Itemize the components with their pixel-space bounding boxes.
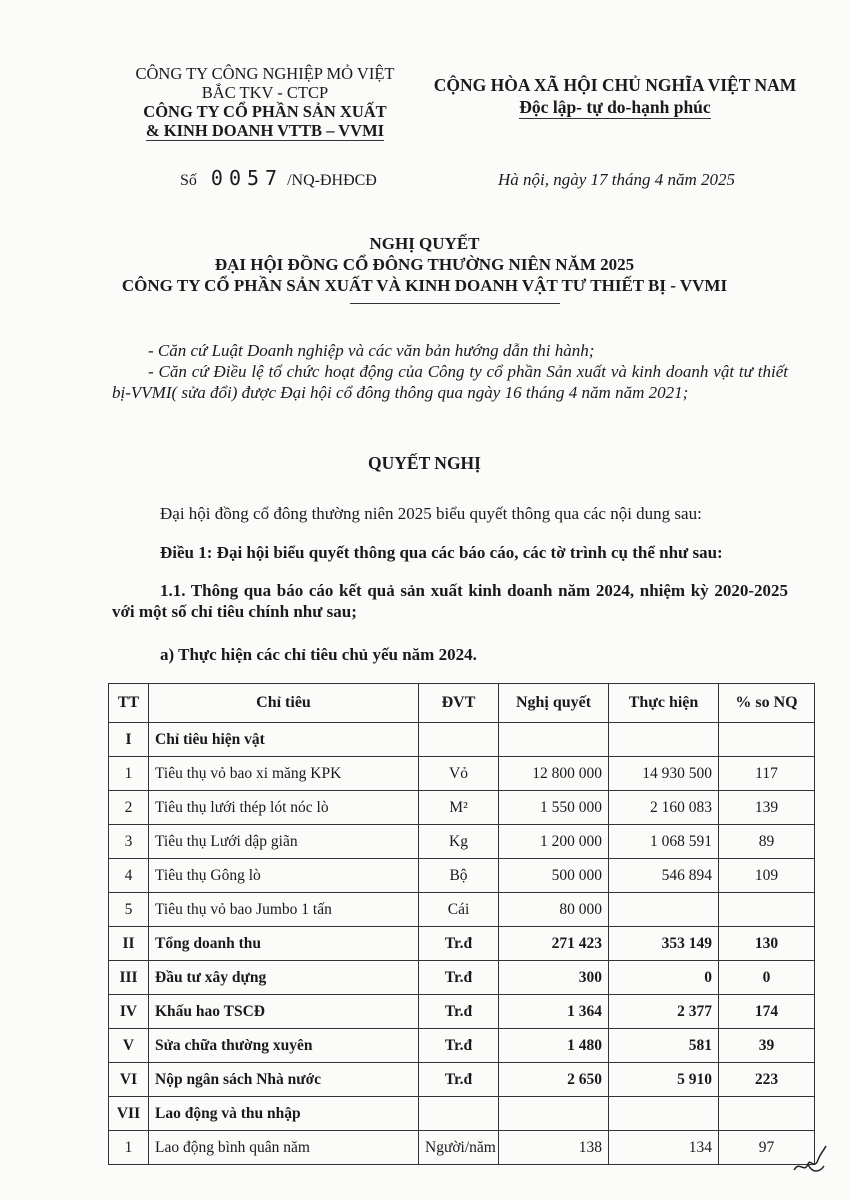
row-indicator: Sửa chữa thường xuyên (149, 1029, 419, 1063)
row-actual: 581 (609, 1029, 719, 1063)
row-tt: VI (109, 1063, 149, 1097)
row-unit: Người/năm (419, 1131, 499, 1165)
row-unit: M² (419, 791, 499, 825)
row-actual: 353 149 (609, 927, 719, 961)
row-percent: 130 (719, 927, 815, 961)
row-tt: 5 (109, 893, 149, 927)
table-row (109, 859, 815, 893)
row-percent: 89 (719, 825, 815, 859)
row-actual (609, 893, 719, 927)
col-header-actual: Thực hiện (609, 684, 719, 723)
document-number (180, 166, 377, 190)
row-actual (609, 723, 719, 757)
col-header-plan: Nghị quyết (499, 684, 609, 723)
row-unit: Tr.đ (419, 961, 499, 995)
row-actual: 134 (609, 1131, 719, 1165)
row-tt: II (109, 927, 149, 961)
doc-no-prefix: Số (180, 172, 197, 189)
col-header-indicator: Chỉ tiêu (149, 684, 419, 723)
row-indicator: Khấu hao TSCĐ (149, 995, 419, 1029)
item-1-1-text: 1.1. Thông qua báo cáo kết quả sản xuất kinh doanh năm 2024, nhiệm kỳ 2020-2025 với một số chỉ tiêu chính như sau; (112, 581, 788, 621)
row-indicator: Tiêu thụ Gông lò (149, 859, 419, 893)
title-divider (350, 303, 560, 304)
row-plan (499, 723, 609, 757)
row-actual: 5 910 (609, 1063, 719, 1097)
basis-item: - Căn cứ Điều lệ tổ chức hoạt động của Công ty cổ phần Sản xuất và kinh doanh vật tư thiết bị-VVMI( sửa đổi) được Đại hội cổ đông thông qua ngày 16 tháng 4 năm năm 2021; (112, 362, 788, 402)
intro-paragraph (112, 503, 788, 524)
row-unit: Tr.đ (419, 1063, 499, 1097)
row-percent: 97 (719, 1131, 815, 1165)
indicators-table (108, 683, 815, 1165)
item-1-1 (112, 580, 788, 622)
row-actual: 2 377 (609, 995, 719, 1029)
row-percent: 139 (719, 791, 815, 825)
row-indicator: Tiêu thụ lưới thép lót nóc lò (149, 791, 419, 825)
title-line-1: NGHỊ QUYẾT (369, 234, 480, 253)
row-indicator: Tổng doanh thu (149, 927, 419, 961)
national-motto-line (425, 96, 805, 119)
row-percent: 109 (719, 859, 815, 893)
table-row (109, 1029, 815, 1063)
row-unit: Cái (419, 893, 499, 927)
row-actual: 546 894 (609, 859, 719, 893)
table-row (109, 995, 815, 1029)
table-row (109, 961, 815, 995)
row-plan (499, 1097, 609, 1131)
row-tt: 1 (109, 1131, 149, 1165)
row-indicator: Tiêu thụ vỏ bao Jumbo 1 tấn (149, 893, 419, 927)
row-tt: 3 (109, 825, 149, 859)
table-row (109, 927, 815, 961)
row-percent (719, 723, 815, 757)
row-actual: 14 930 500 (609, 757, 719, 791)
row-plan: 300 (499, 961, 609, 995)
row-unit: Tr.đ (419, 927, 499, 961)
table-row (109, 757, 815, 791)
row-plan: 500 000 (499, 859, 609, 893)
col-header-unit: ĐVT (419, 684, 499, 723)
row-unit: Vỏ (419, 757, 499, 791)
intro-text: Đại hội đồng cổ đông thường niên 2025 biểu quyết thông qua các nội dung sau: (160, 504, 702, 523)
row-actual: 1 068 591 (609, 825, 719, 859)
row-plan: 12 800 000 (499, 757, 609, 791)
issuer-line: BẮC TKV - CTCP (201, 83, 329, 102)
row-percent: 117 (719, 757, 815, 791)
row-unit: Tr.đ (419, 995, 499, 1029)
row-tt: 4 (109, 859, 149, 893)
doc-no-value: 0057 (210, 166, 284, 190)
doc-no-suffix: /NQ-ĐHĐCĐ (287, 172, 377, 189)
table-row (109, 1063, 815, 1097)
row-unit (419, 723, 499, 757)
row-tt: I (109, 723, 149, 757)
row-indicator: Tiêu thụ Lưới dập giãn (149, 825, 419, 859)
national-header (425, 74, 805, 119)
dateline: Hà nội, ngày 17 tháng 4 năm 2025 (498, 170, 736, 189)
table-row (109, 723, 815, 757)
row-plan: 1 200 000 (499, 825, 609, 859)
table-row (109, 1131, 815, 1165)
row-unit (419, 1097, 499, 1131)
item-a: a) Thực hiện các chỉ tiêu chủ yếu năm 2024. (160, 645, 477, 664)
table-row (109, 791, 815, 825)
row-percent: 0 (719, 961, 815, 995)
row-percent: 174 (719, 995, 815, 1029)
title-line-3: CÔNG TY CỔ PHẦN SẢN XUẤT VÀ KINH DOANH VẬT TƯ THIẾT BỊ - VVMI (121, 276, 728, 295)
issuer-line: CÔNG TY CÔNG NGHIỆP MỎ VIỆT (135, 64, 395, 83)
row-tt: V (109, 1029, 149, 1063)
row-indicator: Tiêu thụ vỏ bao xi măng KPK (149, 757, 419, 791)
table-row (109, 825, 815, 859)
row-indicator: Đầu tư xây dựng (149, 961, 419, 995)
row-plan: 2 650 (499, 1063, 609, 1097)
table-row (109, 893, 815, 927)
row-plan: 80 000 (499, 893, 609, 927)
article-1-text: Điều 1: Đại hội biểu quyết thông qua các báo cáo, các tờ trình cụ thể như sau: (160, 543, 723, 562)
row-unit: Kg (419, 825, 499, 859)
row-percent (719, 893, 815, 927)
row-percent: 39 (719, 1029, 815, 1063)
row-tt: 1 (109, 757, 149, 791)
national-motto: Độc lập- tự do-hạnh phúc (519, 97, 711, 117)
table-row (109, 1097, 815, 1131)
issuer-company-underlined: & KINH DOANH VTTB – VVMI (145, 121, 385, 140)
row-unit: Tr.đ (419, 1029, 499, 1063)
issuer-company: CÔNG TY CỔ PHẦN SẢN XUẤT (143, 102, 387, 121)
row-indicator: Lao động bình quân năm (149, 1131, 419, 1165)
basis-item: - Căn cứ Luật Doanh nghiệp và các văn bản hướng dẫn thi hành; (148, 341, 595, 360)
col-header-percent: % so NQ (719, 684, 815, 723)
row-actual: 2 160 083 (609, 791, 719, 825)
signature-initial (790, 1140, 830, 1180)
row-percent: 223 (719, 1063, 815, 1097)
row-indicator: Lao động và thu nhập (149, 1097, 419, 1131)
national-title: CỘNG HÒA XÃ HỘI CHỦ NGHĨA VIỆT NAM (433, 75, 797, 95)
resolution-heading: QUYẾT NGHỊ (368, 453, 481, 473)
row-tt: VII (109, 1097, 149, 1131)
row-tt: III (109, 961, 149, 995)
row-plan: 1 480 (499, 1029, 609, 1063)
issuer-company-line2 (120, 121, 410, 141)
row-indicator: Chỉ tiêu hiện vật (149, 723, 419, 757)
row-unit: Bộ (419, 859, 499, 893)
title-line-2: ĐẠI HỘI ĐỒNG CỔ ĐÔNG THƯỜNG NIÊN NĂM 2025 (214, 255, 635, 274)
row-tt: 2 (109, 791, 149, 825)
row-actual (609, 1097, 719, 1131)
col-header-tt: TT (109, 684, 149, 723)
row-plan: 1 364 (499, 995, 609, 1029)
row-actual: 0 (609, 961, 719, 995)
row-plan: 138 (499, 1131, 609, 1165)
row-tt: IV (109, 995, 149, 1029)
table-header-row (109, 684, 815, 723)
row-indicator: Nộp ngân sách Nhà nước (149, 1063, 419, 1097)
issuer-block (120, 64, 410, 141)
legal-basis (112, 340, 788, 403)
row-percent (719, 1097, 815, 1131)
row-plan: 1 550 000 (499, 791, 609, 825)
document-title (0, 233, 849, 296)
article-1 (112, 542, 788, 563)
row-plan: 271 423 (499, 927, 609, 961)
